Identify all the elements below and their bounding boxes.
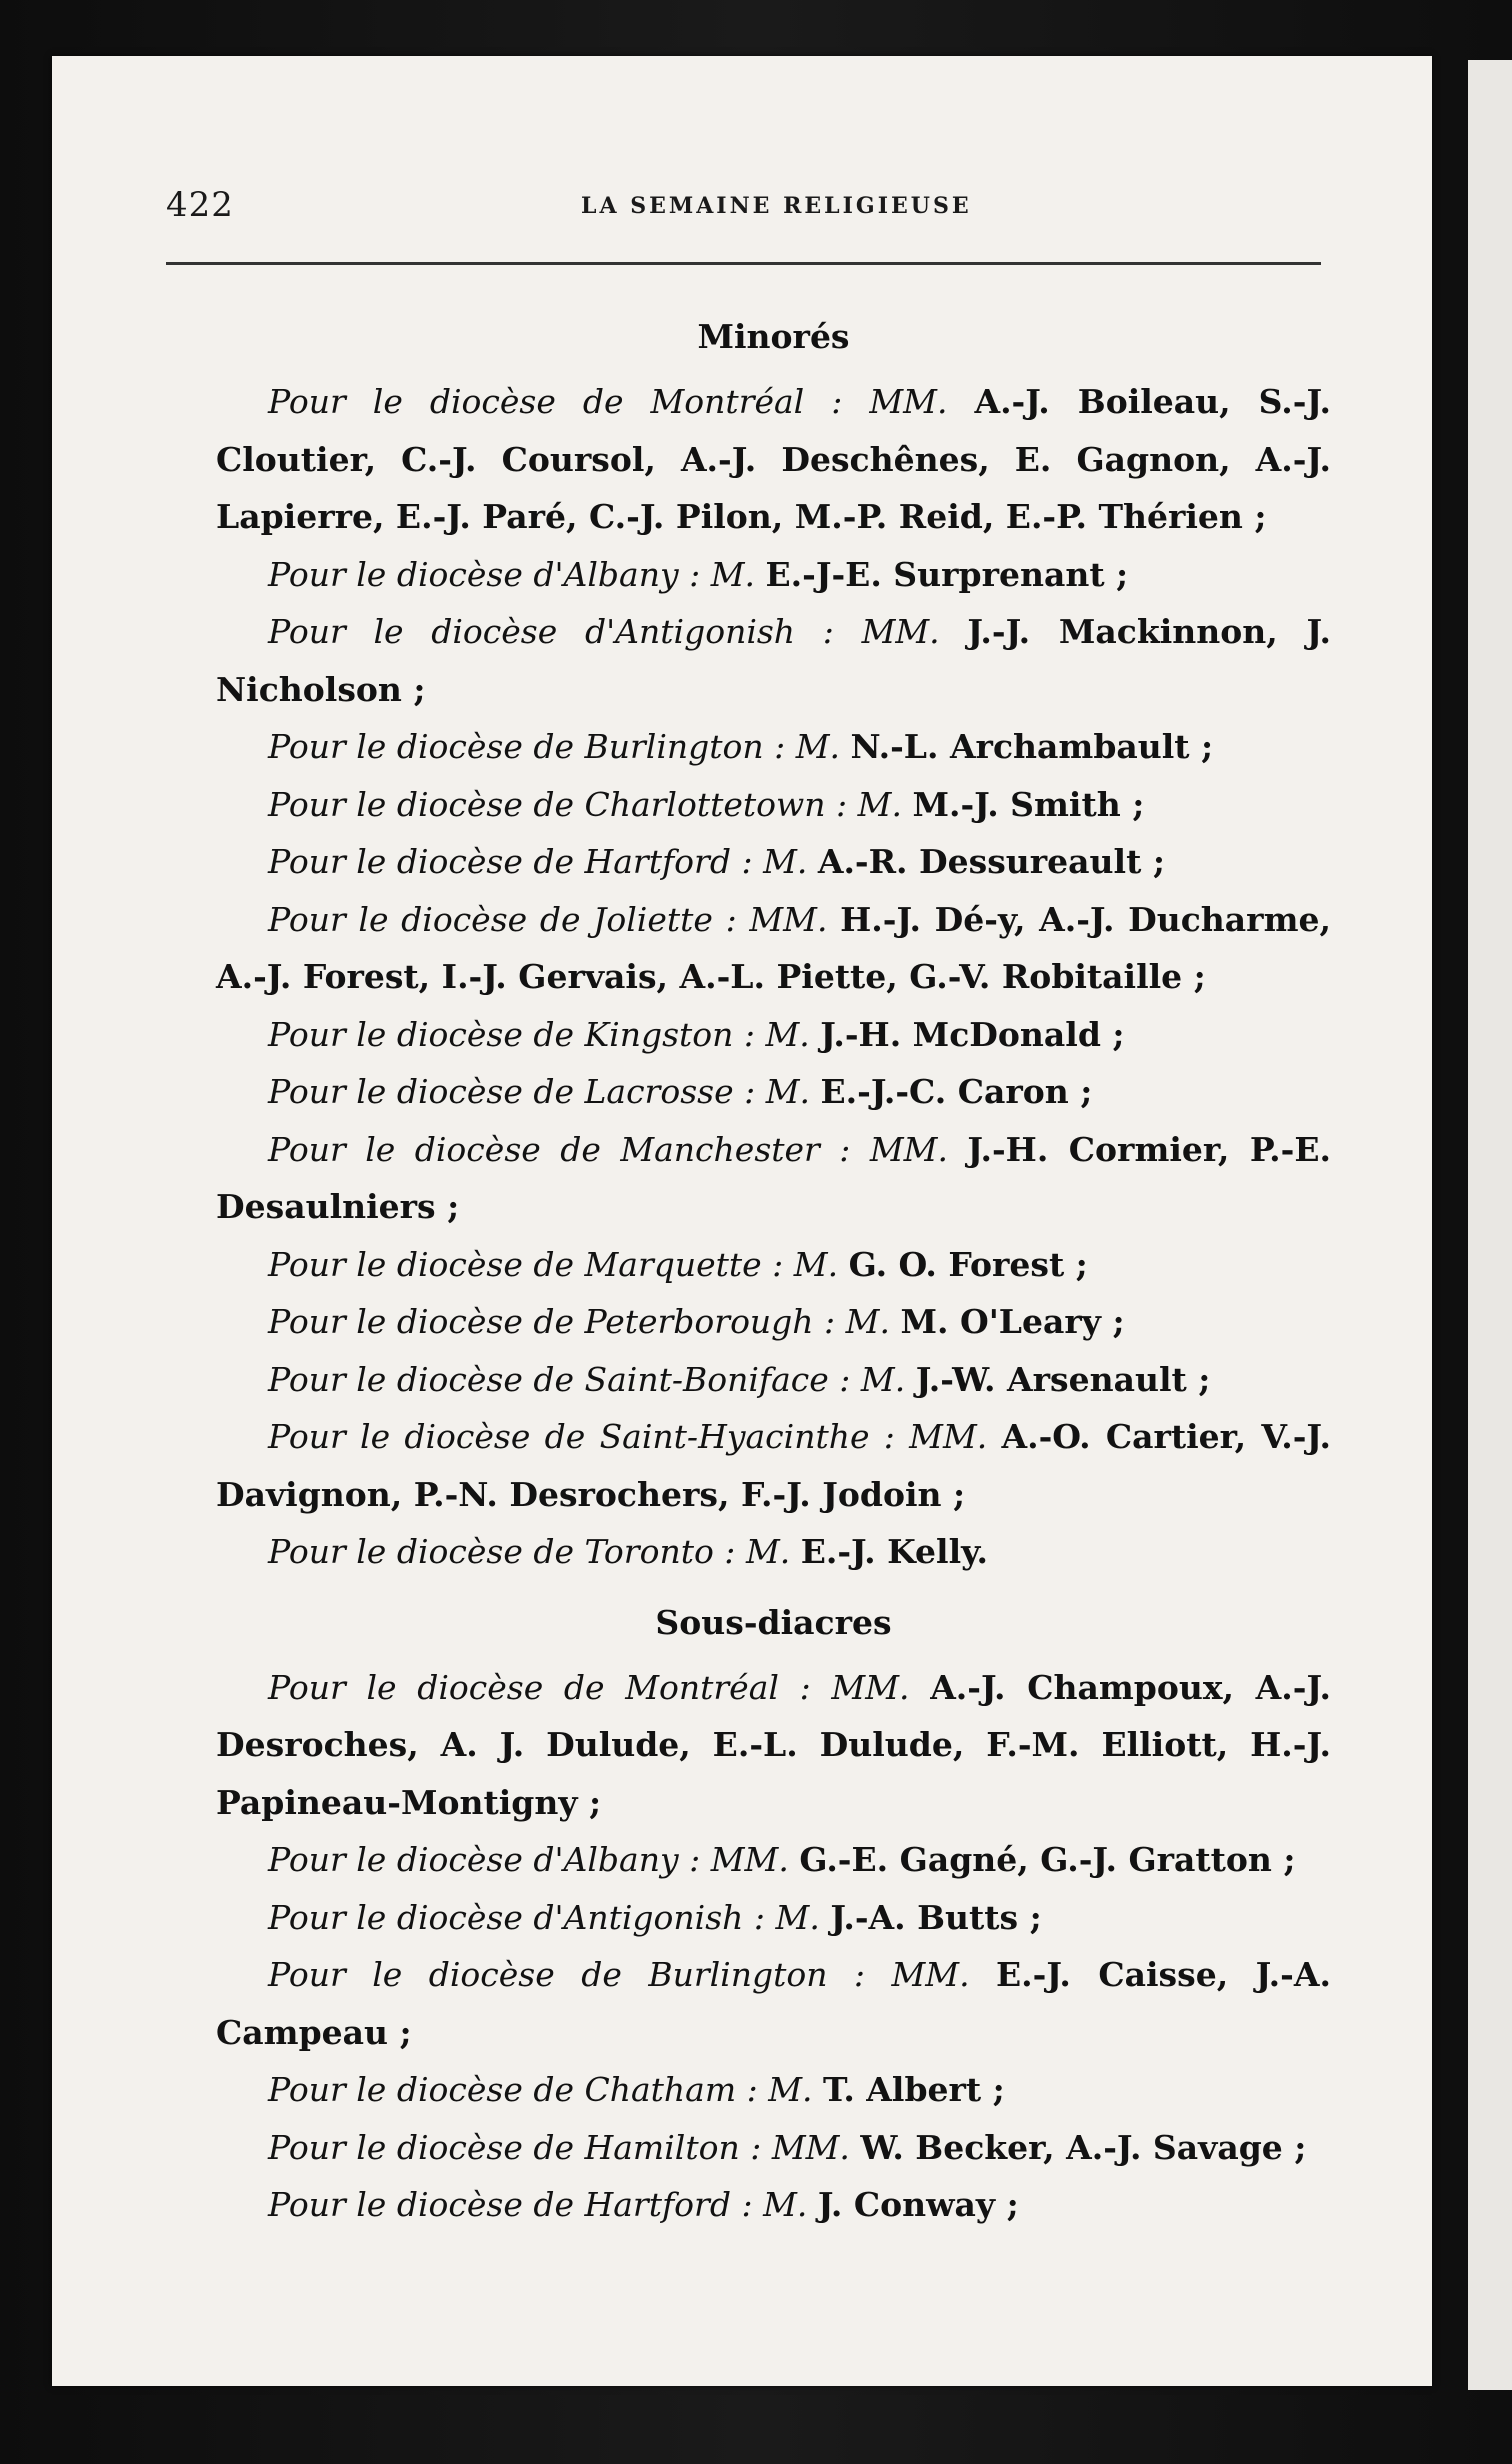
honorific-label: M. [768,2070,813,2109]
honorific-label: MM. [909,1417,988,1456]
ordination-entry [216,833,1331,891]
diocese-label: Pour le diocèse de Hartford : [268,842,753,881]
honorific-label: M. [795,727,841,766]
diocese-label: Pour le diocèse de Saint-Hyacinthe : [268,1417,895,1456]
honorific-label: M. [763,2185,808,2224]
diocese-label: Pour le diocèse de Hartford : [268,2185,753,2224]
honorific-label: MM. [710,1840,789,1879]
diocese-label: Pour le diocèse de Marquette : [268,1244,784,1284]
honorific-label: M. [845,1302,890,1341]
ordinand-names: A.-J. Champoux, A.-J. Desroches, A. J. Dulude, E.-L. Dulude, F.-M. Elliott, H.-J. Papineau-Montigny ; [216,1667,1331,1822]
honorific-label: MM. [831,1667,910,1707]
diocese-label: Pour le diocèse de Chatham : [268,2070,758,2109]
diocese-label: Pour le diocèse de Kingston : [268,1014,755,1054]
diocese-label: Pour le diocèse de Burlington : [268,1955,866,1994]
header-rule [166,262,1321,265]
ordination-entry [216,2061,1331,2119]
ordinand-names: J. Conway ; [817,2185,1019,2224]
diocese-label: Pour le diocèse d'Albany : [268,554,701,594]
ordination-entry [216,718,1331,776]
diocese-label: Pour le diocèse d'Antigonish : [268,612,834,651]
ordinand-names: E.-J-E. Surprenant ; [765,554,1129,594]
honorific-label: M. [775,1897,820,1937]
honorific-label: MM. [869,1129,948,1169]
ordination-entry [216,1121,1331,1236]
ordination-entry [216,1523,1331,1581]
page-number: 422 [166,185,234,225]
ordination-entry [216,1063,1331,1121]
ordinand-names: E.-J.-C. Caron ; [820,1072,1093,1111]
section-minores-list [216,373,1331,1581]
section-title-minores: Minorés [697,317,850,356]
honorific-label: M. [793,1244,839,1284]
ordination-entry [216,1946,1331,2061]
ordination-entry [216,1293,1331,1351]
running-title: LA SEMAINE RELIGIEUSE [581,193,972,219]
diocese-label: Pour le diocèse de Montréal : [268,382,843,421]
ordination-entry [216,1236,1331,1294]
ordinand-names: M.-J. Smith ; [912,784,1145,824]
ordinand-names: J.-H. McDonald ; [820,1014,1125,1054]
ordinand-names: J.-W. Arsenault ; [915,1359,1211,1399]
honorific-label: M. [765,1072,810,1111]
diocese-label: Pour le diocèse de Saint-Boniface : [268,1359,851,1399]
ordination-entry [216,1831,1331,1889]
ordinand-names: A.-J. Boileau, S.-J. Cloutier, C.-J. Coursol, A.-J. Deschênes, E. Gagnon, A.-J. Lapierre, E.-J. Paré, C.-J. Pilon, M.-P. Reid, E.-P. Thérien ; [216,382,1332,536]
section-title-sous-diacres: Sous-diacres [655,1602,892,1642]
honorific-label: M. [763,842,808,881]
honorific-label: M. [860,1359,906,1399]
diocese-label: Pour le diocèse de Charlottetown : [268,784,848,824]
ordinand-names: W. Becker, A.-J. Savage ; [860,2127,1307,2167]
page-content [216,315,1331,2234]
ordinand-names: A.-O. Cartier, V.-J. Davignon, P.-N. Desrochers, F.-J. Jodoin ; [216,1417,1331,1514]
honorific-label: MM. [869,382,948,421]
honorific-label: M. [857,784,902,824]
ordinand-names: E.-J. Kelly. [800,1532,988,1571]
ordination-entry [216,2119,1331,2177]
honorific-label: M. [765,1014,810,1054]
ordination-entry [216,891,1331,1006]
ordination-entry [216,776,1331,834]
honorific-label: M. [710,554,756,594]
ordinand-names: J.-H. Cormier, P.-E. Desaulniers ; [216,1129,1331,1226]
diocese-label: Pour le diocèse de Joliette : [268,899,737,939]
ordinand-names: G.-E. Gagné, G.-J. Gratton ; [799,1840,1296,1879]
diocese-label: Pour le diocèse de Hamilton : [268,2127,762,2167]
ordination-entry [216,1408,1331,1523]
section-sous-diacres-list [216,1659,1331,2234]
ordinand-names: M. O'Leary ; [900,1302,1125,1341]
ordinand-names: N.-L. Archambault ; [850,727,1214,766]
ordinand-names: H.-J. Dé-y, A.-J. Ducharme, A.-J. Forest, I.-J. Gervais, A.-L. Piette, G.-V. Robitaille ; [216,899,1331,996]
ordinand-names: J.-A. Butts ; [830,1897,1042,1937]
honorific-label: MM. [891,1955,970,1994]
diocese-label: Pour le diocèse de Manchester : [268,1129,851,1169]
ordination-entry [216,1006,1331,1064]
diocese-label: Pour le diocèse de Burlington : [268,727,786,766]
ordination-entry [216,1889,1331,1947]
diocese-label: Pour le diocèse de Montréal : [268,1667,811,1707]
ordinand-names: E.-J. Caisse, J.-A. Campeau ; [216,1955,1331,2052]
ordination-entry [216,603,1331,718]
diocese-label: Pour le diocèse d'Antigonish : [268,1897,766,1937]
ordinand-names: G. O. Forest ; [848,1244,1088,1284]
diocese-label: Pour le diocèse de Lacrosse : [268,1072,756,1111]
diocese-label: Pour le diocèse de Toronto : [268,1532,736,1571]
honorific-label: MM. [861,612,940,651]
facing-page-edge [1468,60,1512,2390]
ordinand-names: J.-J. Mackinnon, J. Nicholson ; [216,612,1331,709]
ordinand-names: A.-R. Dessureault ; [817,842,1166,881]
ordination-entry [216,546,1331,604]
honorific-label: M. [745,1532,791,1571]
ordination-entry [216,373,1331,546]
ordination-entry [216,2176,1331,2234]
honorific-label: MM. [771,2127,850,2167]
honorific-label: MM. [749,899,828,939]
ordination-entry [216,1351,1331,1409]
page-header [166,185,1321,225]
ordinand-names: T. Albert ; [823,2070,1005,2109]
diocese-label: Pour le diocèse d'Albany : [268,1840,701,1879]
ordination-entry [216,1659,1331,1832]
diocese-label: Pour le diocèse de Peterborough : [268,1302,836,1341]
